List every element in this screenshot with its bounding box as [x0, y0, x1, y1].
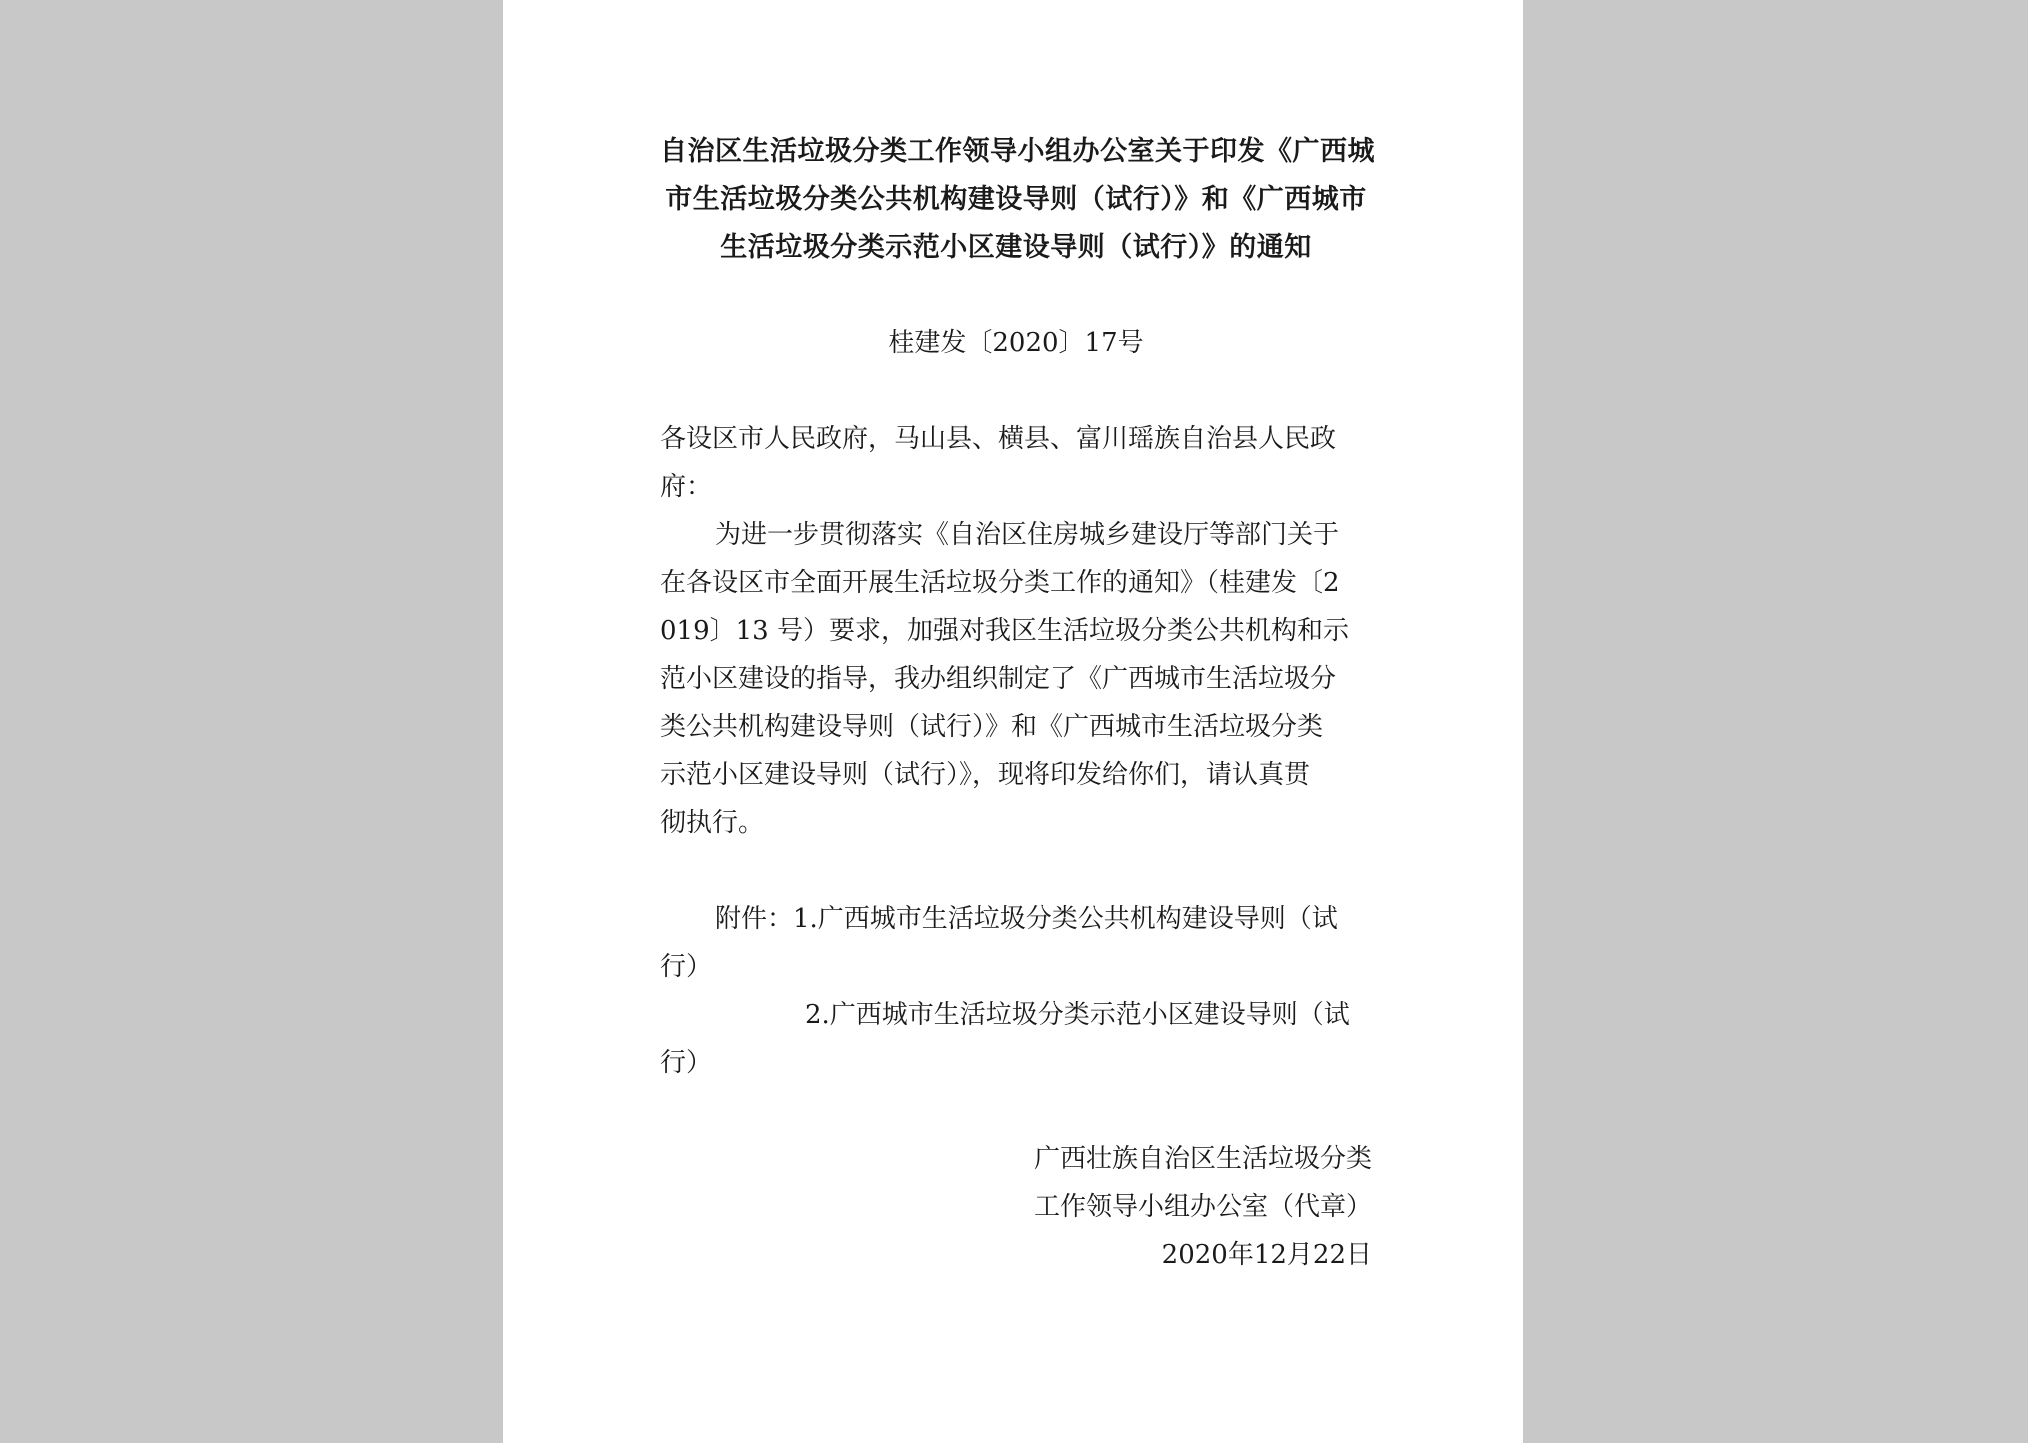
attachment-item-2: 2.广西城市生活垃圾分类示范小区建设导则（试	[805, 1000, 1350, 1030]
attachment-item-2-cont: 行）	[660, 1048, 713, 1078]
signature-org-line: 工作领导小组办公室（代章）	[1033, 1192, 1372, 1222]
recipient-line: 各设区市人民政府，马山县、横县、富川瑶族自治县人民政	[660, 424, 1337, 454]
body-line: 为进一步贯彻落实《自治区住房城乡建设厅等部门关于	[715, 520, 1340, 550]
body-paragraph	[660, 511, 1372, 847]
attachment-item-1-cont: 行）	[660, 952, 713, 982]
body-line: 示范小区建设导则（试行）》，现将印发给你们，请认真贯	[660, 760, 1311, 790]
recipient-line: 府：	[660, 472, 713, 502]
body-line: 019〕13 号）要求，加强对我区生活垃圾分类公共机构和示	[660, 616, 1349, 646]
recipient-block	[660, 415, 1372, 511]
title-line: 生活垃圾分类示范小区建设导则（试行）》的通知	[720, 232, 1312, 263]
signature-date: 2020年12月22日	[1161, 1240, 1372, 1270]
attachment-item-1: 附件：1.广西城市生活垃圾分类公共机构建设导则（试	[715, 904, 1338, 934]
document-title	[660, 128, 1375, 272]
signature-block	[1034, 1135, 1372, 1279]
signature-org-line: 广西壮族自治区生活垃圾分类	[1033, 1144, 1372, 1174]
body-line: 在各设区市全面开展生活垃圾分类工作的通知》（桂建发〔2	[660, 568, 1340, 598]
body-line: 彻执行。	[660, 808, 765, 838]
body-line: 类公共机构建设导则（试行）》和《广西城市生活垃圾分类	[660, 712, 1324, 742]
document-page	[503, 0, 1523, 1443]
attachments-block	[660, 895, 1372, 1087]
title-line: 自治区生活垃圾分类工作领导小组办公室关于印发《广西城	[660, 136, 1375, 167]
body-line: 范小区建设的指导，我办组织制定了《广西城市生活垃圾分	[660, 664, 1337, 694]
document-number: 桂建发〔2020〕17号	[888, 328, 1144, 358]
title-line: 市生活垃圾分类公共机构建设导则（试行）》和《广西城市	[665, 184, 1367, 215]
